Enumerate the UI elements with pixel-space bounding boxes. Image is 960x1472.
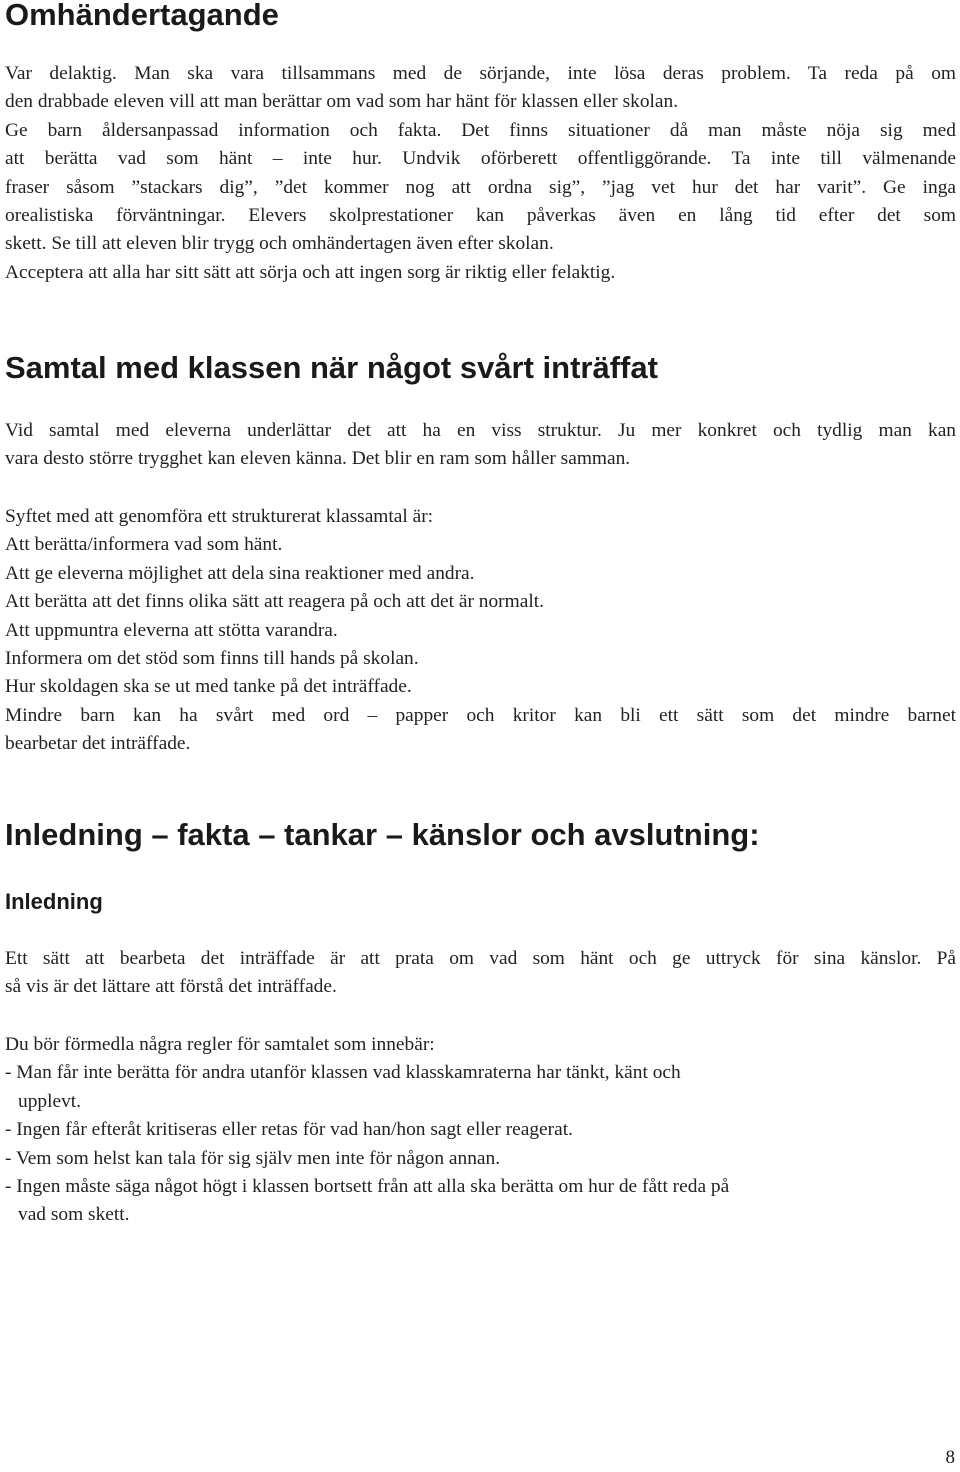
section-title-omhandertagande: Omhändertagande <box>5 0 279 32</box>
list-item: bearbetar det inträffade. <box>5 733 191 755</box>
list-item: Hur skoldagen ska se ut med tanke på det inträffade. <box>5 676 412 698</box>
list-item: Att berätta/informera vad som hänt. <box>5 534 283 556</box>
text-line: Vid samtal med eleverna underlättar det att ha en viss struktur. Ju mer konkret och tydlig man kan <box>5 420 956 441</box>
list-item: - Ingen måste säga något högt i klassen bortsett från att alla ska berätta om hur de fått reda på <box>5 1176 730 1198</box>
list-item: - Man får inte berätta för andra utanför klassen vad klasskamraterna har tänkt, känt och <box>5 1062 681 1084</box>
text-line: så vis är det lättare att förstå det inträffade. <box>5 976 337 998</box>
text-line: Ett sätt att bearbeta det inträffade är att prata om vad som hänt och ge uttryck för sina känslor. På <box>5 948 956 969</box>
paragraph-inledning <box>5 945 956 1002</box>
text-line: orealistiska förväntningar. Elevers skolprestationer kan påverkas även en lång tid efter det som <box>5 205 956 227</box>
text-line: Syftet med att genomföra ett strukturerat klassamtal är: <box>5 506 434 527</box>
list-item-continuation: vad som skett. <box>18 1204 130 1226</box>
list-item: Informera om det stöd som finns till hands på skolan. <box>5 648 419 670</box>
list-item: Mindre barn kan ha svårt med ord – papper och kritor kan bli ett sätt som det mindre barnet <box>5 704 956 726</box>
text-line: skett. Se till att eleven blir trygg och omhändertagen även efter skolan. <box>5 233 554 255</box>
subsection-title-inledning: Inledning <box>5 889 103 914</box>
list-item: - Ingen får efteråt kritiseras eller retas för vad han/hon sagt eller reagerat. <box>5 1119 573 1141</box>
section-title-samtal: Samtal med klassen när något svårt inträffat <box>5 350 658 385</box>
paragraph-samtal-intro <box>5 417 956 474</box>
text-line: vara desto större trygghet kan eleven känna. Det blir en ram som håller samman. <box>5 448 631 470</box>
list-item: - Vem som helst kan tala för sig själv men inte för någon annan. <box>5 1147 501 1169</box>
text-line: Var delaktig. Man ska vara tillsammans med de sörjande, inte lösa deras problem. Ta reda på om <box>5 63 956 84</box>
text-line: Acceptera att alla har sitt sätt att sörja och att ingen sorg är riktig eller felaktig. <box>5 261 616 283</box>
text-line: fraser såsom ”stackars dig”, ”det kommer nog att ordna sig”, ”jag vet hur det har varit”. Ge inga <box>5 176 956 198</box>
text-line: Ge barn åldersanpassad information och fakta. Det finns situationer då man måste nöja sig med <box>5 119 956 141</box>
paragraph-regler <box>5 1031 956 1230</box>
text-line: den drabbade eleven vill att man berättar om vad som har hänt för klassen eller skolan. <box>5 91 679 113</box>
list-item: Att uppmuntra eleverna att stötta varandra. <box>5 619 338 641</box>
list-item: Att berätta att det finns olika sätt att reagera på och att det är normalt. <box>5 591 544 613</box>
list-item-continuation: upplevt. <box>18 1090 82 1112</box>
section-title-inledning-fakta: Inledning – fakta – tankar – känslor och avslutning: <box>5 817 760 852</box>
text-line: att berätta vad som hänt – inte hur. Undvik oförberett offentliggörande. Ta inte till välmenande <box>5 148 956 170</box>
paragraph-samtal-syfte <box>5 503 956 759</box>
page-number: 8 <box>945 1447 955 1468</box>
list-item: Att ge eleverna möjlighet att dela sina reaktioner med andra. <box>5 562 475 584</box>
text-line: Du bör förmedla några regler för samtalet som innebär: <box>5 1034 435 1055</box>
paragraph-omhandertagande <box>5 60 956 287</box>
